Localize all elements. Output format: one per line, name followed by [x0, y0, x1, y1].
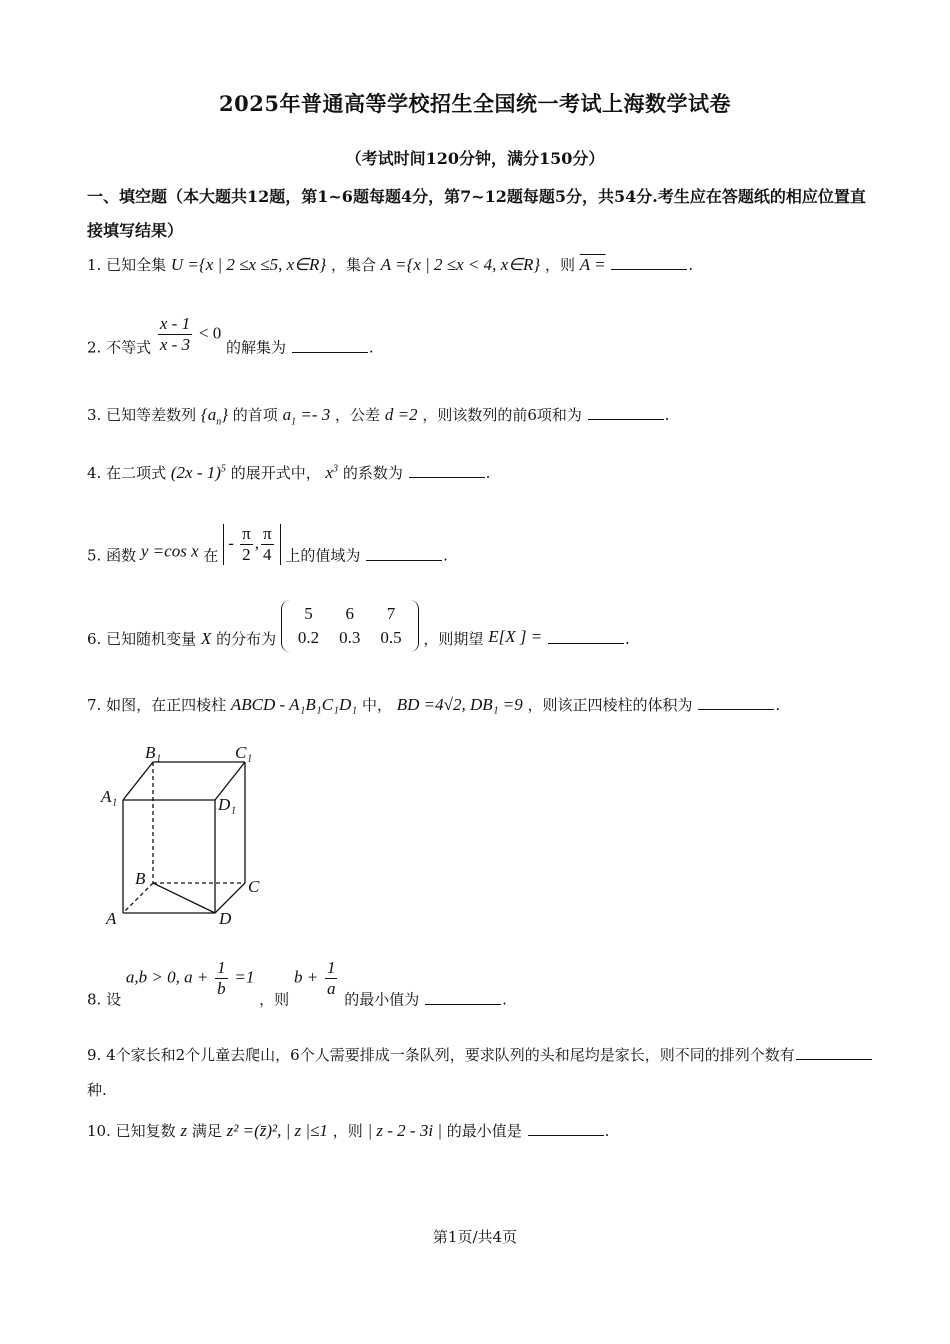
label-d: D [219, 909, 232, 928]
question-10: 10. 已知复数 z 满足 z² =(z̄)², | z |≤1 ，则 | z - 2 - 3i | 的最小值是 . [87, 1121, 610, 1140]
label-b1: B₁ [145, 743, 162, 762]
question-6: 6. 已知随机变量 X 的分布为 5 6 7 0.2 0.3 0.5 ，则期望 E[X ] = . [87, 600, 630, 652]
expectation: E[X ] = [488, 627, 543, 646]
answer-blank [366, 548, 442, 561]
binomial: (2x - 1)$^5$ [170, 463, 226, 482]
complex-condition: z² =(z̄)², | z |≤1 [226, 1121, 328, 1140]
label-a1: A₁ [101, 787, 118, 806]
first-term: $a_1 =- 3$ [282, 405, 331, 428]
fraction-1-over-a: $\frac{1}{a}$ [326, 958, 336, 998]
label-c1: C₁ [235, 743, 253, 762]
section-heading: 一、填空题（本大题共12题，第1~6题每题4分，第7~12题每题5分，共54分.考生应在答题纸的相应位置直接填写结果） [87, 187, 866, 240]
answer-blank [698, 697, 774, 710]
question-8: 8. 设 a,b > 0, a + $\frac{1}{b}$ =1 ，则 b + $\frac{1}{a}$ 的最小值为 . [87, 958, 507, 1009]
prism-name: ABCD - A₁B₁C₁D₁ [230, 695, 358, 714]
label-d1: D₁ [218, 795, 237, 814]
inequality-fraction: $\frac{x - 1}{x - 3}$ [159, 314, 191, 354]
answer-blank [796, 1047, 872, 1060]
answer-blank [409, 465, 485, 478]
label-c: C [248, 877, 260, 896]
page-title: 2025年普通高等学校招生全国统一考试上海数学试卷 [219, 91, 731, 116]
question-9: 9. 4个家长和2个儿童去爬山，6个人需要排成一条队列，要求队列的头和尾均是家长，则不同的排列个数有种. [87, 1038, 877, 1108]
label-a: A [106, 909, 117, 928]
question-3: 3. 已知等差数列 $\{a_n\}$ 的首项 $a_1 =- 3$ ，公差 d =2 ，则该数列的前6项和为 . [87, 405, 670, 428]
question-5: 5. 函数 y =cos x 在 - $\frac{\pi}{2}$ , $\frac{\pi}{4}$ 上的值域为 . [87, 524, 448, 565]
set-u: U ={x | 2 ≤x ≤5, x∈R} [170, 255, 327, 274]
cos-function: y =cos x [140, 541, 199, 561]
answer-blank [528, 1123, 604, 1136]
complement-a: A = [579, 255, 606, 274]
distribution-matrix: 5 6 7 0.2 0.3 0.5 [281, 600, 419, 652]
answer-blank [588, 407, 664, 420]
question-4: 4. 在二项式 (2x - 1)$^5$ 的展开式中， $x^3$ 的系数为 . [87, 463, 491, 482]
prism-figure [95, 738, 285, 933]
x-cubed: $x^3$ [325, 463, 339, 482]
diagonal-bd [153, 883, 215, 913]
interval: - $\frac{\pi}{2}$ , $\frac{\pi}{4}$ [223, 524, 280, 565]
prism-lengths: BD =4√2, DB₁ =9 [396, 695, 523, 714]
answer-blank [611, 257, 687, 270]
sequence-an: $\{a_n\}$ [200, 405, 229, 428]
modulus-expression: | z - 2 - 3i | [367, 1121, 442, 1140]
exam-info: （考试时间120分钟，满分150分） [345, 149, 605, 168]
question-7: 7. 如图，在正四棱柱 ABCD - A₁B₁C₁D₁ 中， BD =4√2, DB₁ =9 ，则该正四棱柱的体积为 . [87, 695, 781, 714]
question-2: 2. 不等式 $\frac{x - 1}{x - 3}$ < 0 的解集为 . [87, 314, 374, 357]
edge-a1b1 [123, 762, 153, 800]
answer-blank [292, 340, 368, 353]
answer-blank [425, 992, 501, 1005]
fraction-1-over-b: $\frac{1}{b}$ [217, 958, 226, 998]
page-number: 第1页/共4页 [432, 1228, 518, 1246]
answer-blank [548, 631, 624, 644]
common-difference: d =2 [384, 405, 418, 424]
set-a: A ={x | 2 ≤x < 4, x∈R} [380, 255, 541, 274]
label-b: B [135, 869, 146, 888]
question-1: 1. 已知全集 U ={x | 2 ≤x ≤5, x∈R} ，集合 A ={x | 2 ≤x < 4, x∈R} ，则 A = . [87, 255, 694, 274]
